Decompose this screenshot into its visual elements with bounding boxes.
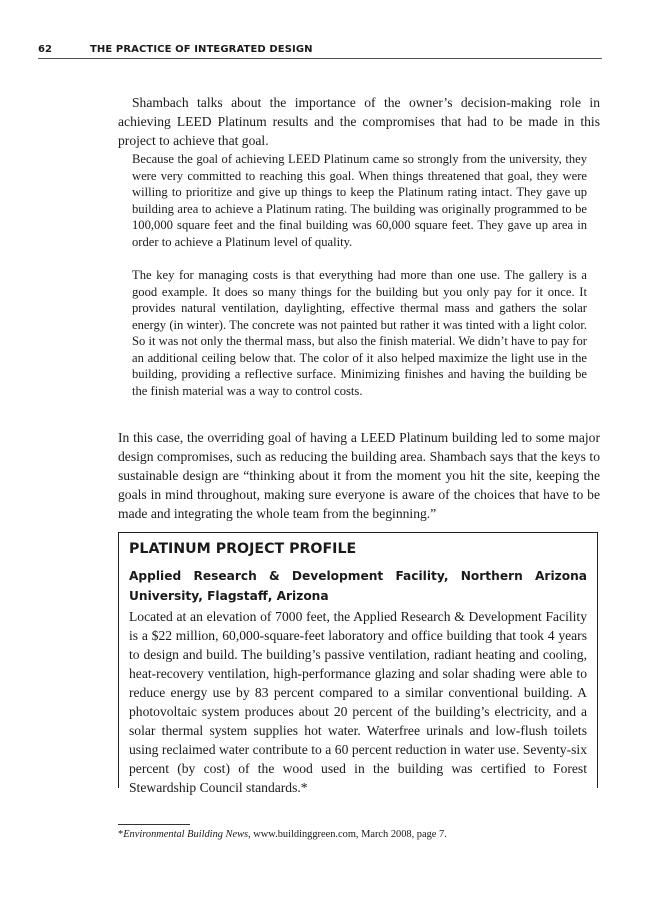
page-number: 62	[38, 44, 53, 55]
footnote-source-title: Environmental Building News	[123, 829, 249, 840]
footnote	[118, 829, 598, 840]
running-head	[38, 44, 602, 59]
running-title: THE PRACTICE OF INTEGRATED DESIGN	[90, 44, 313, 55]
profile-title: PLATINUM PROJECT PROFILE	[129, 541, 357, 557]
footnote-marker: *	[118, 829, 124, 840]
footnote-details: , www.buildinggreen.com, March 2008, page 7.	[248, 829, 447, 840]
closing-paragraph: In this case, the overriding goal of having a LEED Platinum building led to some major design compromises, such as reducing the building area. Shambach says that the keys to sustainable design are “thinking about it from the moment you hit the site, keeping the goals in mind throughout, making sure everyone is aware of the choices that have to be made and integrating the whole team from the beginning.”	[118, 430, 600, 521]
intro-paragraph: Shambach talks about the importance of the owner’s decision-making role in achieving LEED Platinum results and the compromises that had to be made in this project to achieve that goal.	[118, 95, 600, 148]
profile-body: Located at an elevation of 7000 feet, the Applied Research & Development Facility is a $22 million, 60,000-square-feet laboratory and office building that took 4 years to design and build. The building’s passive ventilation, radiant heating and cooling, heat-recovery ventilation, high-performance glazing and solar shading were able to reduce energy use by 83 percent compared to a similar conventional building. A photovoltaic system produces about 20 percent of the building’s electricity, and a solar thermal system supplies hot water. Waterfree urinals and low-flush toilets using reclaimed water contribute to a 60 percent reduction in water use. Seventy-six percent (by cost) of the wood used in the building was certified to Forest Stewardship Council standards.*	[129, 609, 587, 795]
footnote-divider	[118, 824, 190, 825]
profile-subtitle: Applied Research & Development Facility, Northern Arizona University, Flagstaff, Arizona	[129, 569, 587, 603]
block-quote-paragraph: Because the goal of achieving LEED Platinum came so strongly from the university, they were very committed to reaching this goal. When things threatened that goal, they were willing to prioritize and give up things to keep the Platinum rating intact. They gave up building area to achieve a Platinum rating. The building was originally programmed to be 100,000 square feet and the final building was 60,000 square feet. They gave up area in order to achieve a Platinum level of quality.	[132, 152, 587, 249]
block-quote-paragraph: The key for managing costs is that everything had more than one use. The gallery is a good example. It does so many things for the building but you only pay for it once. It provides natural ventilation, daylighting, effective thermal mass and gathers the solar energy (in winter). The concrete was not painted but rather it was tinted with a light color. So it was not only the thermal mass, but also the finish material. We didn’t have to pay for an additional ceiling below that. The color of it also helped maximize the light use in the building, providing a reflective surface. Minimizing finishes and having the building be the finish material was a way to control costs.	[132, 268, 587, 398]
project-profile-sidebar	[118, 532, 598, 795]
